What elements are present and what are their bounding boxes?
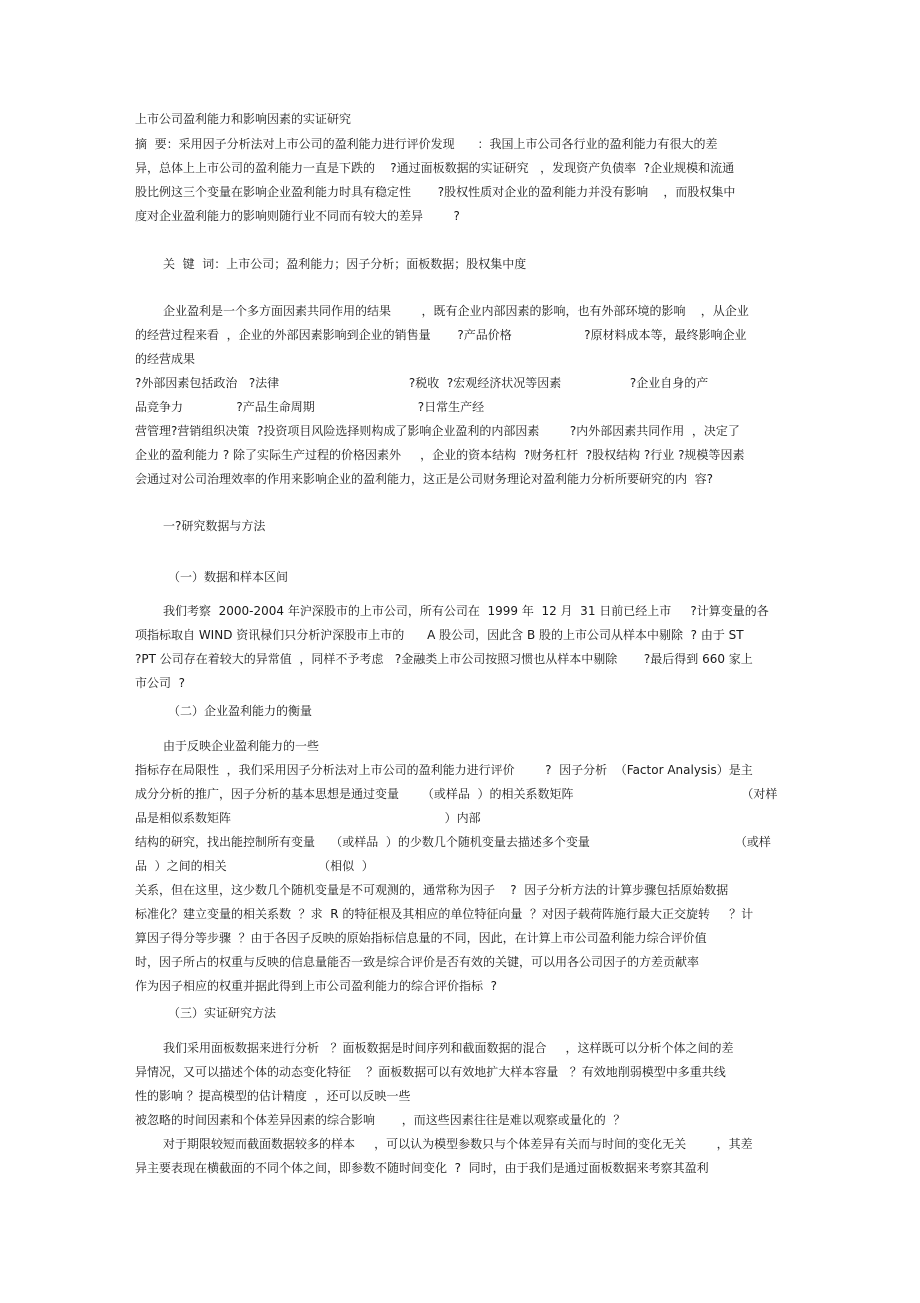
body-line: 市公司 ?	[135, 676, 185, 690]
body-line: 我们采用面板数据来进行分析 ？面板数据是时间序列和截面数据的混合 ，这样既可以分析个体之间的差	[163, 1041, 734, 1055]
body-line: 指标存在局限性 ，我们采用因子分析法对上市公司的盈利能力进行评价 ? 因子分析 （Factor Analysis）是主	[135, 763, 753, 777]
abstract-line: 异，总体上上市公司的盈利能力一直是下跌的 ?通过面板数据的实证研究 ，发现资产负债率 ?企业规模和流通	[135, 161, 735, 175]
body-line: 结构的研究，找出能控制所有变量 （或样品 ）的少数几个随机变量去描述多个变量 （或样	[135, 835, 771, 849]
body-line: 关系，但在这里，这少数几个随机变量是不可观测的，通常称为因子 ? 因子分析方法的计算步骤包括原始数据	[135, 883, 729, 897]
abstract-line: 度对企业盈利能力的影响则随行业不同而有较大的差异 ?	[135, 209, 460, 223]
body-line: 品竞争力 ?产品生命周期 ?日常生产经	[135, 400, 485, 414]
body-line: 作为因子相应的权重并据此得到上市公司盈利能力的综合评价指标 ?	[135, 979, 498, 993]
body-line: 时，因子所占的权重与反映的信息量能否一致是综合评价是否有效的关键，可以用各公司因子的方差贡献率	[135, 955, 700, 969]
body-line: 品是相似系数矩阵 ）内部	[135, 811, 481, 825]
body-line: 企业的盈利能力 ? 除了实际生产过程的价格因素外 ，企业的资本结构 ?财务杠杆 ?股权结构 ?行业 ?规模等因素	[135, 448, 745, 462]
body-line: 会通过对公司治理效率的作用来影响企业的盈利能力，这正是公司财务理论对盈利能力分析所要研究的内 容?	[135, 472, 714, 486]
body-line: ?外部因素包括政治 ?法律 ?税收 ?宏观经济状况等因素 ?企业自身的产	[135, 376, 709, 390]
abstract-line: 摘 要：采用因子分析法对上市公司的盈利能力进行评价发现 ：我国上市公司各行业的盈利能力有很大的差	[135, 137, 718, 151]
doc-title: 上市公司盈利能力和影响因素的实证研究	[135, 112, 352, 126]
body-line: 被忽略的时间因素和个体差异因素的综合影响 ，而这些因素往往是难以观察或量化的 ？	[135, 1113, 626, 1127]
body-line: 性的影响 ？提高模型的估计精度 ，还可以反映一些	[135, 1089, 411, 1103]
subsection-heading: （三）实证研究方法	[168, 1006, 277, 1020]
body-line: 的经营过程来看 ，企业的外部因素影响到企业的销售量 ?产品价格 ?原材料成本等，最终影响企业	[135, 328, 747, 342]
body-line: 对于期限较短而截面数据较多的样本 ，可以认为模型参数只与个体差异有关而与时间的变化无关 ，其差	[163, 1137, 753, 1151]
body-line: 品 ）之间的相关 （相似 ）	[135, 859, 374, 873]
body-line: 项指标取自 WIND 资讯椂们只分析沪深股市上市的 A 股公司，因此含 B 股的上市公司从样本中剔除 ? 由于 ST	[135, 628, 744, 642]
body-line: ?PT 公司存在着较大的异常值 ，同样不予考虑 ?金融类上市公司按照习惯也从样本中剔除 ?最后得到 660 家上	[135, 652, 753, 666]
body-line: 成分分析的推广，因子分析的基本思想是通过变量 （或样品 ）的相关系数矩阵 （对样	[135, 787, 778, 801]
abstract-line: 股比例这三个变量在影响企业盈利能力时具有稳定性 ?股权性质对企业的盈利能力并没有影响 ，而股权集中	[135, 185, 736, 199]
body-line: 算因子得分等步骤 ？由于各因子反映的原始指标信息量的不同，因此，在计算上市公司盈利能力综合评价值	[135, 931, 707, 945]
body-line: 我们考察 2000-2004 年沪深股市的上市公司，所有公司在 1999 年 12 月 31 日前已经上市 ?计算变量的各	[163, 604, 769, 618]
body-line: 由于反映企业盈利能力的一些	[163, 739, 320, 753]
body-line: 异情况，又可以描述个体的动态变化特征 ？面板数据可以有效地扩大样本容量 ？有效地削弱模型中多重共线	[135, 1065, 726, 1079]
body-line: 的经营成果	[135, 352, 196, 366]
body-line: 异主要表现在横截面的不同个体之间，即参数不随时间变化 ? 同时，由于我们是通过面板数据来考察其盈利	[135, 1161, 709, 1175]
body-line: 企业盈利是一个多方面因素共同作用的结果 ，既有企业内部因素的影响，也有外部环境的影响 ，从企业	[163, 304, 749, 318]
body-line: 营管理?营销组织决策 ?投资项目风险选择则构成了影响企业盈利的内部因素 ?内外部因素共同作用 ，决定了	[135, 424, 740, 438]
section-heading: 一?研究数据与方法	[163, 519, 266, 533]
keywords-line: 关 键 词：上市公司；盈利能力；因子分析；面板数据；股权集中度	[163, 257, 527, 271]
subsection-heading: （一）数据和样本区间	[168, 570, 289, 584]
subsection-heading: （二）企业盈利能力的衡量	[168, 704, 313, 718]
body-line: 标准化？建立变量的相关系数 ？求 R 的特征根及其相应的单位特征向量 ？对因子载荷阵施行最大正交旋转 ？计	[135, 907, 754, 921]
